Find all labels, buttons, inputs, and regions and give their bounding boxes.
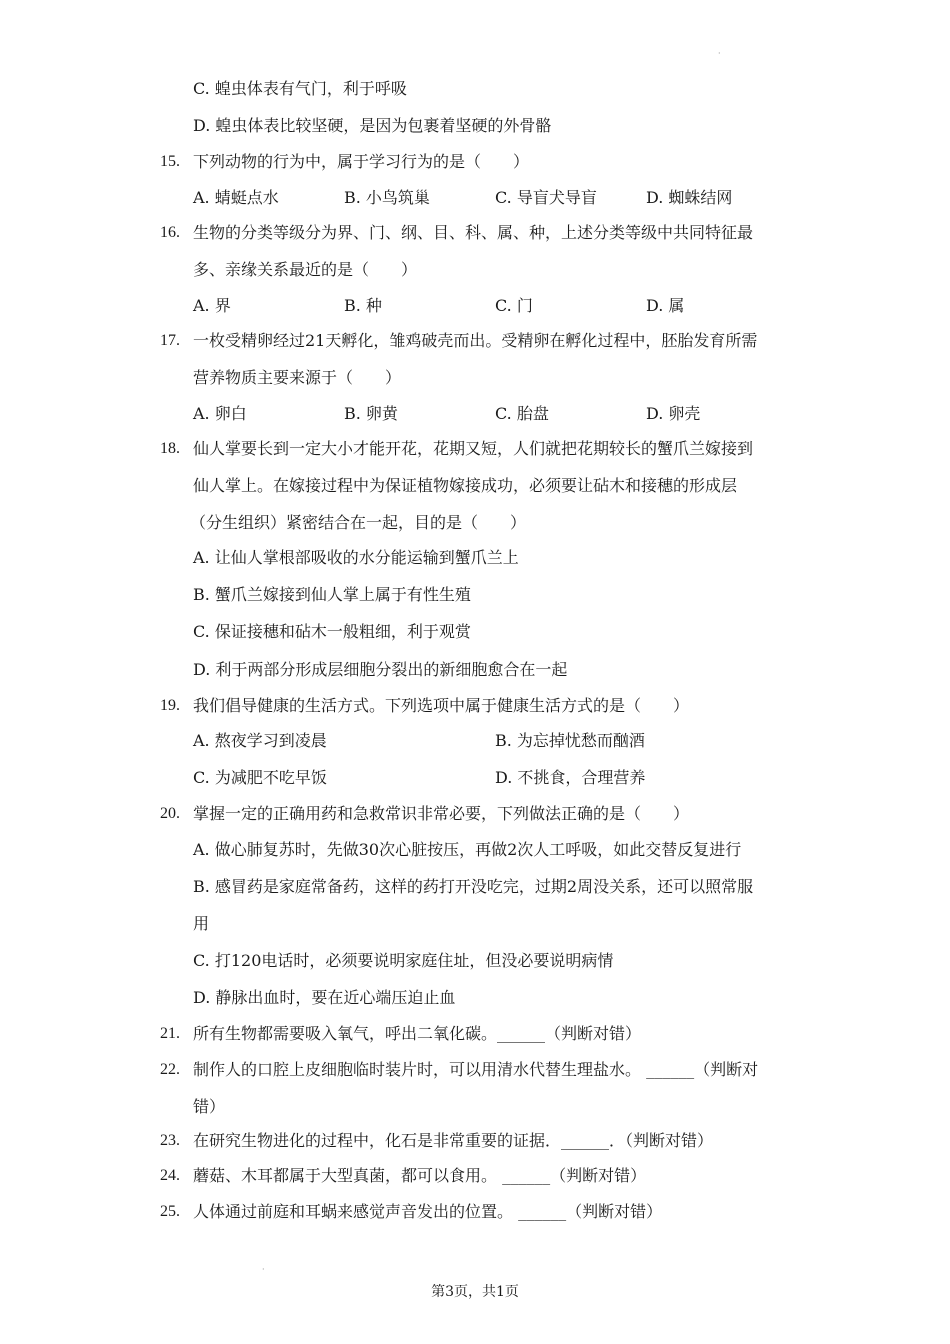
question-20-option-b: B. 感冒药是家庭常备药，这样的药打开没吃完，过期2周没关系，还可以照常服 [193,877,754,896]
question-17-number: 17. [160,332,180,349]
scan-dot: · [718,49,721,58]
question-18-stem-line-1: 仙人掌要长到一定大小才能开花，花期又短，人们就把花期较长的蟹爪兰嫁接到 [193,439,754,458]
question-15-option-c: C. 导盲犬导盲 [495,188,597,207]
question-17-option-c: C. 胎盘 [495,404,549,423]
question-25-number: 25. [160,1203,180,1220]
question-15-stem: 下列动物的行为中，属于学习行为的是（ ） [193,152,530,171]
question-24-stem: 蘑菇、木耳都属于大型真菌，都可以食用。 ______（判断对错） [193,1166,647,1185]
question-18-option-a: A. 让仙人掌根部吸收的水分能运输到蟹爪兰上 [193,548,519,567]
question-16-option-c: C. 门 [495,296,533,315]
question-20-number: 20. [160,805,180,822]
question-19-stem: 我们倡导健康的生活方式。下列选项中属于健康生活方式的是（ ） [193,696,690,715]
question-17-option-b: B. 卵黄 [344,404,398,423]
question-18-option-c: C. 保证接穗和砧木一般粗细，利于观赏 [193,622,471,641]
question-18-stem-line-3: （分生组织）紧密结合在一起，目的是（ ） [190,513,527,532]
page-footer: 第3页，共1页 [431,1284,519,1300]
question-24-number: 24. [160,1167,180,1184]
question-16-option-d: D. 属 [646,296,685,315]
question-18-option-b: B. 蟹爪兰嫁接到仙人掌上属于有性生殖 [193,585,471,604]
question-19-option-b: B. 为忘掉忧愁而酗酒 [495,731,645,750]
question-15-option-b: B. 小鸟筑巢 [344,188,430,207]
question-16-option-a: A. 界 [193,296,231,315]
question-20-stem: 掌握一定的正确用药和急救常识非常必要，下列做法正确的是（ ） [193,804,690,823]
question-15-number: 15. [160,153,180,170]
question-19-option-c: C. 为减肥不吃早饭 [193,768,327,787]
option-14-d: D. 蝗虫体表比较坚硬，是因为包裹着坚硬的外骨骼 [193,116,552,135]
question-18-number: 18. [160,440,180,457]
question-20-option-b-continued: 用 [193,914,210,933]
question-16-stem-line-2: 多、亲缘关系最近的是（ ） [193,260,418,279]
question-21-number: 21. [160,1025,180,1042]
question-22-stem-line-2: 错） [193,1097,226,1116]
question-19-option-a: A. 熬夜学习到凌晨 [193,731,327,750]
question-23-number: 23. [160,1132,180,1149]
question-20-option-a: A. 做心肺复苏时，先做30次心脏按压，再做2次人工呼吸，如此交替反复进行 [193,840,742,859]
question-15-option-a: A. 蜻蜓点水 [193,188,279,207]
question-19-number: 19. [160,697,180,714]
question-16-stem-line-1: 生物的分类等级分为界、门、纲、目、科、属、种，上述分类等级中共同特征最 [193,223,754,242]
question-20-option-d: D. 静脉出血时，要在近心端压迫止血 [193,988,456,1007]
question-25-stem: 人体通过前庭和耳蜗来感觉声音发出的位置。 ______（判断对错） [193,1202,663,1221]
question-17-stem-line-1: 一枚受精卵经过21天孵化，雏鸡破壳而出。受精卵在孵化过程中，胚胎发育所需 [193,331,758,350]
question-18-option-d: D. 利于两部分形成层细胞分裂出的新细胞愈合在一起 [193,660,568,679]
question-17-option-d: D. 卵壳 [646,404,701,423]
question-15-option-d: D. 蜘蛛结网 [646,188,733,207]
question-16-number: 16. [160,224,180,241]
question-17-option-a: A. 卵白 [193,404,247,423]
scan-dot: · [262,1265,265,1274]
question-20-option-c: C. 打120电话时，必须要说明家庭住址，但没必要说明病情 [193,951,614,970]
question-17-stem-line-2: 营养物质主要来源于（ ） [193,368,402,387]
question-21-stem: 所有生物都需要吸入氧气，呼出二氧化碳。______（判断对错） [193,1024,642,1043]
question-23-stem: 在研究生物进化的过程中，化石是非常重要的证据．______．（判断对错） [193,1131,714,1150]
question-19-option-d: D. 不挑食，合理营养 [495,768,646,787]
question-18-stem-line-2: 仙人掌上。在嫁接过程中为保证植物嫁接成功，必须要让砧木和接穗的形成层 [193,476,738,495]
question-22-number: 22. [160,1061,180,1078]
question-22-stem-line-1: 制作人的口腔上皮细胞临时装片时，可以用清水代替生理盐水。 ______（判断对 [193,1060,759,1079]
question-16-option-b: B. 种 [344,296,382,315]
option-14-c: C. 蝗虫体表有气门，利于呼吸 [193,79,407,98]
